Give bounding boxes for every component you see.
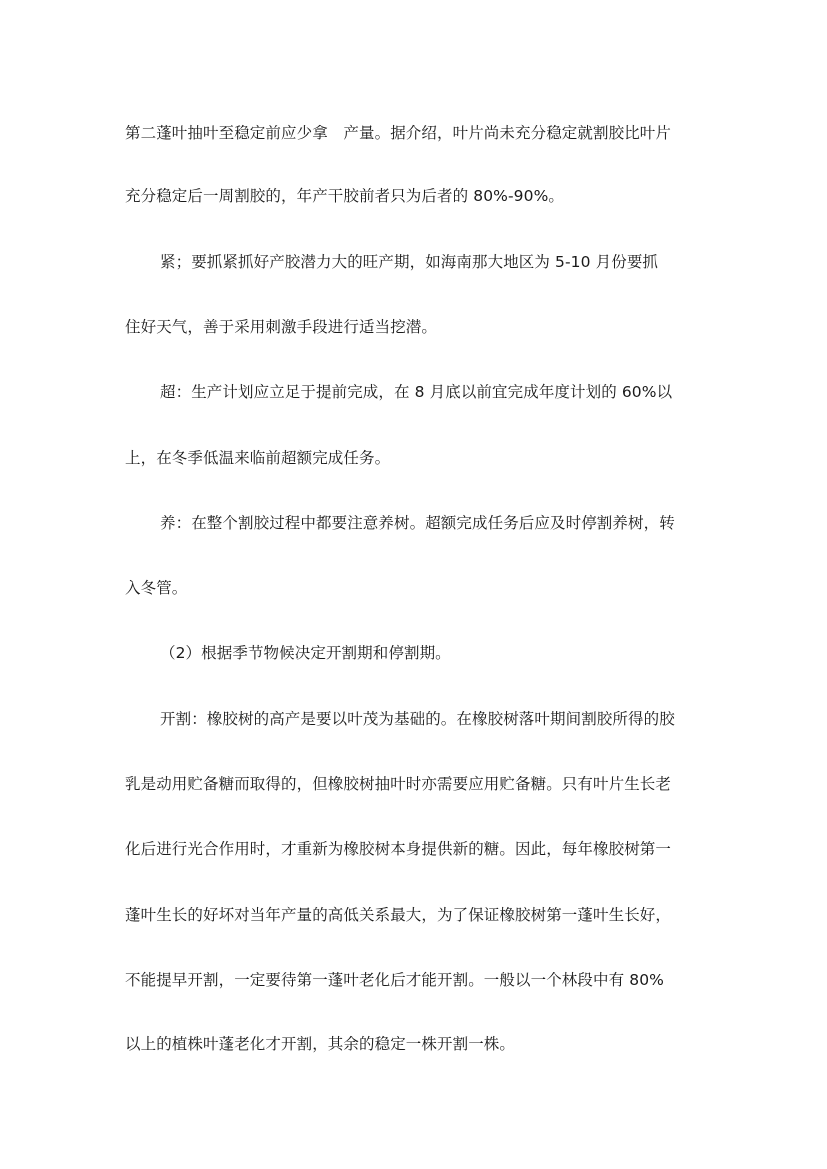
text-line-15: 以上的植株叶蓬老化才开割，其余的稳定一株开割一株。 [125,1035,516,1053]
text-line-4: 住好天气，善于采用刺激手段进行适当挖潜。 [125,318,438,336]
text-line-9: （2）根据季节物候决定开割期和停割期。 [160,644,451,662]
text-line-3: 紧；要抓紧抓好产胶潜力大的旺产期，如海南那大地区为 5-10 月份要抓 [160,253,659,271]
text-line-6: 上，在冬季低温来临前超额完成任务。 [125,449,391,467]
text-line-2: 充分稳定后一周割胶的，年产干胶前者只为后者的 80%-90%。 [125,187,565,205]
text-line-5: 超：生产计划应立足于提前完成，在 8 月底以前宜完成年度计划的 60%以 [160,383,673,401]
text-line-11: 乳是动用贮备糖而取得的，但橡胶树抽叶时亦需要应用贮备糖。只有叶片生长老 [125,775,672,793]
text-line-1: 第二蓬叶抽叶至稳定前应少拿 产量。据介绍，叶片尚未充分稳定就割胶比叶片 [125,124,672,142]
text-line-10: 开割：橡胶树的高产是要以叶茂为基础的。在橡胶树落叶期间割胶所得的胶 [160,710,675,728]
text-line-7: 养：在整个割胶过程中都要注意养树。超额完成任务后应及时停割养树，转 [160,514,675,532]
text-line-12: 化后进行光合作用时，才重新为橡胶树本身提供新的糖。因此，每年橡胶树第一 [125,840,672,858]
text-line-8: 入冬管。 [125,579,188,597]
text-line-13: 蓬叶生长的好坏对当年产量的高低关系最大，为了保证橡胶树第一蓬叶生长好， [125,906,672,924]
text-line-14: 不能提早开割，一定要待第一蓬叶老化后才能开割。一般以一个林段中有 80% [125,971,664,989]
